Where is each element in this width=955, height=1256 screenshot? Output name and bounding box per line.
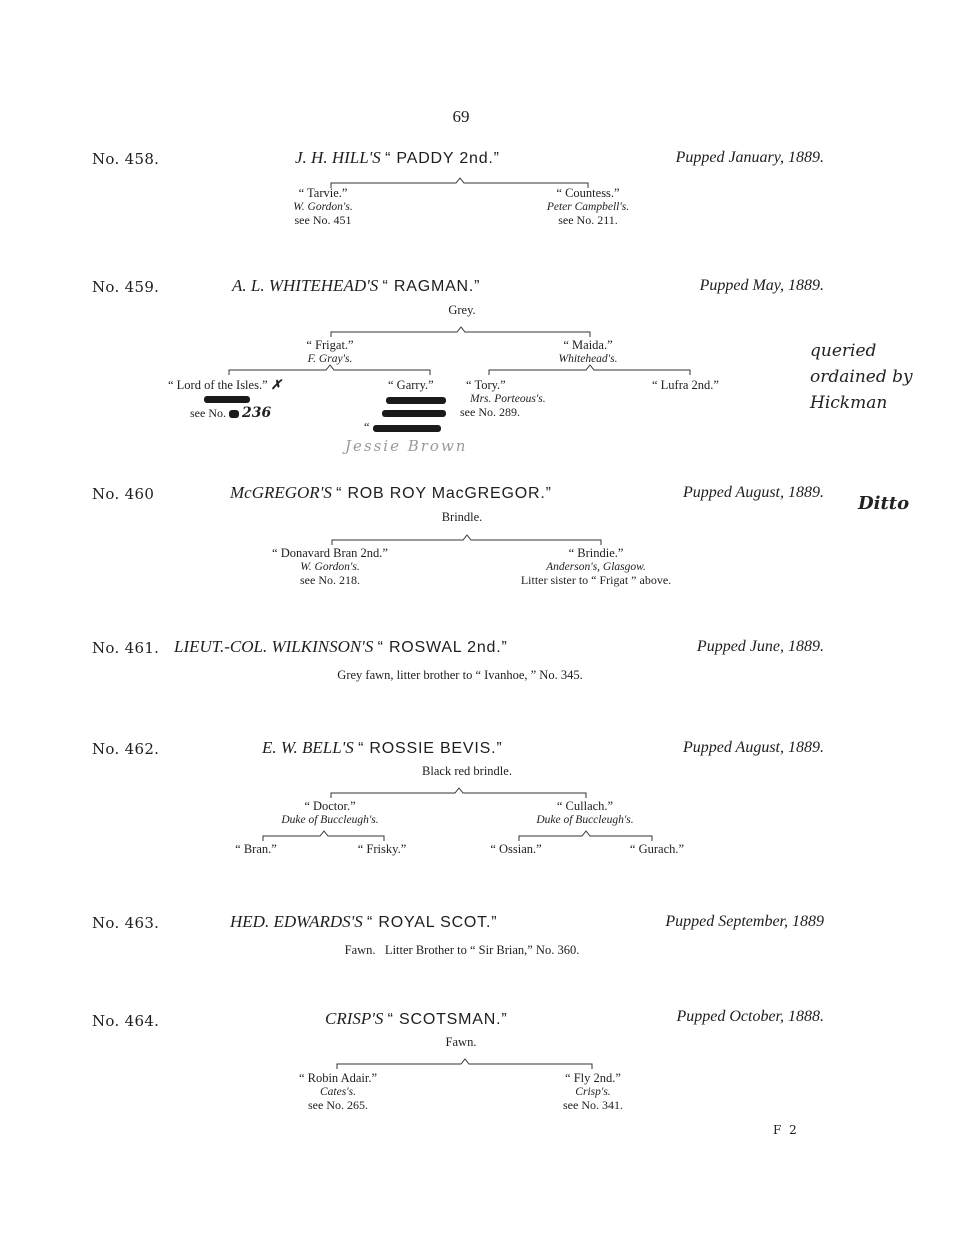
sire-dam	[364, 378, 434, 434]
dam-name: “ Brindie.”	[568, 546, 624, 560]
owner-name: J. H. HILL'S	[295, 148, 381, 167]
dam-ref: Litter sister to “ Frigat ” above.	[520, 573, 672, 587]
sire	[306, 338, 353, 365]
dam-name: “ Fly 2nd.”	[565, 1071, 621, 1085]
sire-name: “ Doctor.”	[304, 799, 356, 813]
signature-mark: F 2	[773, 1123, 799, 1137]
dog-name: “ RAGMAN.”	[382, 278, 481, 295]
color-description: Grey.	[448, 303, 476, 317]
sire-owner: Cates's.	[319, 1086, 356, 1098]
handwritten-ref-number: 236	[242, 405, 272, 421]
sire-dam-name: “ Garry.”	[388, 378, 434, 392]
pupped-date: Pupped January, 1889.	[675, 149, 824, 166]
sire	[272, 546, 388, 588]
pupped-date: Pupped June, 1889.	[696, 638, 824, 655]
owner-name: E. W. BELL'S	[262, 738, 354, 757]
dam-name: “ Countess.”	[556, 186, 620, 200]
entry-number: No. 464.	[92, 1012, 160, 1030]
dog-name: “ ROSWAL 2nd.”	[377, 639, 508, 656]
dam-owner: Crisp's.	[575, 1086, 611, 1098]
entry-title	[230, 483, 552, 503]
sire-dam-name: “ Frisky.”	[357, 842, 407, 856]
owner-name: HED. EDWARDS'S	[230, 912, 363, 931]
entry-number: No. 463.	[92, 914, 160, 932]
ink-blot	[204, 396, 250, 403]
dog-name: “ PADDY 2nd.”	[385, 150, 500, 167]
entry-description: Grey fawn, litter brother to “ Ivanhoe, ” No. 345.	[337, 668, 583, 682]
entry-number: No. 460	[92, 485, 155, 503]
pedigree-bracket	[336, 1058, 594, 1070]
sire-owner: Duke of Buccleugh's.	[281, 814, 379, 826]
dam	[547, 186, 629, 228]
entry-number: No. 459.	[92, 278, 160, 296]
sire-ref: see No. 451	[294, 213, 352, 227]
dam-dam-name: “ Gurach.”	[629, 842, 685, 856]
entry-title	[295, 148, 500, 168]
entry-description: Fawn. Litter Brother to “ Sir Brian,” No. 360.	[344, 943, 580, 957]
sire-dam-extra: “	[364, 420, 441, 435]
entry-title	[232, 276, 480, 296]
owner-name: A. L. WHITEHEAD'S	[232, 276, 379, 295]
sire-name: “ Frigat.”	[306, 338, 354, 352]
entry-number: No. 462.	[92, 740, 160, 758]
dam-dam-name: “ Lufra 2nd.”	[652, 378, 719, 392]
color-description: Brindle.	[441, 510, 483, 524]
margin-handwritten-note: Ditto	[858, 493, 910, 514]
dam-owner: Peter Campbell's.	[546, 201, 630, 213]
owner-name: McGREGOR'S	[230, 483, 332, 502]
entry-title	[230, 912, 497, 932]
sire-owner: W. Gordon's.	[293, 201, 353, 213]
entry-number: No. 458.	[92, 150, 160, 168]
dog-name: “ ROYAL SCOT.”	[367, 914, 498, 931]
sire	[293, 186, 352, 228]
dam-sire-name: “ Ossian.”	[490, 842, 542, 856]
dam	[521, 546, 671, 588]
dog-name: “ ROSSIE BEVIS.”	[358, 740, 503, 757]
dam-ref: see No. 341.	[563, 1098, 623, 1112]
page-number: 69	[452, 107, 470, 126]
pupped-date: Pupped May, 1889.	[699, 277, 824, 294]
dam-owner: Anderson's, Glasgow.	[546, 561, 646, 573]
sire-owner: F. Gray's.	[307, 353, 353, 365]
dam-bracket	[518, 830, 654, 842]
dam-sire-owner: Mrs. Porteous's.	[470, 393, 546, 405]
pencil-note: Jessie Brown	[345, 437, 468, 455]
dam-owner: Whitehead's.	[558, 353, 618, 365]
pupped-date: Pupped October, 1888.	[676, 1008, 824, 1025]
sire-ref: see No. 218.	[300, 573, 360, 587]
dam-sire-ref: see No. 289.	[460, 405, 520, 419]
sire-name: “ Robin Adair.”	[298, 1071, 378, 1085]
dam	[559, 338, 618, 365]
dog-name: “ ROB ROY MacGREGOR.”	[336, 485, 552, 502]
pedigree-bracket	[330, 326, 592, 338]
sire-bracket	[228, 364, 432, 376]
color-description: Fawn.	[445, 1035, 477, 1049]
sire-name: “ Tarvie.”	[298, 186, 348, 200]
entry-title	[262, 738, 502, 758]
margin-handwritten-note: queried ordained by Hickman	[810, 341, 913, 413]
handwritten-mark: ✗	[270, 378, 282, 393]
sire-sire	[168, 378, 282, 421]
sire-owner: W. Gordon's.	[300, 561, 360, 573]
pedigree-bracket	[331, 534, 603, 546]
dam-name: “ Maida.”	[563, 338, 613, 352]
ink-blot	[229, 410, 239, 418]
sire-bracket	[262, 830, 386, 842]
dam-bracket	[488, 364, 692, 376]
pupped-date: Pupped August, 1889.	[682, 739, 824, 756]
sire-sire-ref: see No.	[190, 406, 226, 420]
sire-name: “ Donavard Bran 2nd.”	[272, 546, 388, 560]
pupped-date: Pupped August, 1889.	[682, 484, 824, 501]
sire-ref: see No. 265.	[308, 1098, 368, 1112]
entry-title	[325, 1009, 507, 1029]
dam-sire-name: “ Tory.”	[466, 378, 506, 392]
dam-sire	[460, 378, 546, 420]
entry-number: No. 461.	[92, 639, 160, 657]
ink-blot	[382, 410, 446, 417]
dam-name: “ Cullach.”	[556, 799, 614, 813]
sire-sire-name: “ Lord of the Isles.”	[168, 378, 268, 392]
ink-blot	[373, 425, 441, 432]
sire-sire-name: “ Bran.”	[235, 842, 277, 856]
pupped-date: Pupped September, 1889	[665, 913, 824, 930]
dog-name: “ SCOTSMAN.”	[387, 1011, 508, 1028]
pedigree-bracket	[330, 787, 588, 799]
color-description: Black red brindle.	[422, 764, 512, 778]
dam	[563, 1071, 623, 1113]
sire	[299, 1071, 377, 1113]
dam	[536, 799, 633, 826]
owner-name: LIEUT.-COL. WILKINSON'S	[174, 637, 374, 656]
entry-title	[174, 637, 508, 657]
sire	[281, 799, 378, 826]
owner-name: CRISP'S	[325, 1009, 384, 1028]
dam-owner: Duke of Buccleugh's.	[536, 814, 634, 826]
dam-ref: see No. 211.	[558, 213, 618, 227]
ink-blot	[386, 397, 446, 404]
